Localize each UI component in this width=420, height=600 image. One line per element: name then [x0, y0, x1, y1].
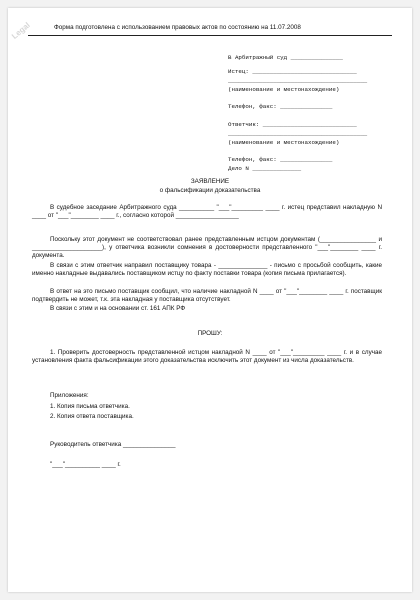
plaintiff-field: Истец: ______________________________: [228, 68, 357, 75]
paragraph-2: Поскольку этот документ не соответствовал ранее представленным истцом документам (________________ и ____________________), у ответчика возникли сомнения в достоверности представленного "___"________ ____ г. документа.: [32, 236, 382, 259]
header-note: Форма подготовлена с использованием правовых актов по состоянию на 11.07.2008: [54, 24, 301, 31]
document-subtitle: о фальсификации доказательства: [159, 187, 261, 194]
paragraph-3: В связи с этим ответчик направил поставщику товара - ______________ - письмо с просьбой сообщить, какие именно накладные выдавались поставщиком истцу по факту поставки товара (копия письма прилагается).: [32, 262, 382, 277]
document-title: ЗАЯВЛЕНИЕ: [190, 178, 230, 185]
paragraph-5: В связи с этим и на основании ст. 161 АПК РФ: [50, 305, 186, 312]
plaintiff-line: ________________________________________: [228, 77, 368, 84]
defendant-line: ________________________________________: [228, 130, 368, 137]
case-number-field: Дело N ______________: [228, 165, 302, 172]
plaintiff-phone-field: Телефон, факс: _______________: [228, 103, 333, 110]
attachment-item: 2. Копия ответа поставщика.: [50, 413, 134, 420]
watermark: Legal: [10, 20, 32, 41]
paragraph-1: В судебное заседание Арбитражного суда __________ "___"_________ ____ г. истец представил накладную N ____ от "___"________ ____ г., согласно которой __________________: [32, 204, 382, 219]
attachment-item: 1. Копия письма ответчика.: [50, 403, 130, 410]
paragraph-4: В ответ на это письмо поставщик сообщил, что наличие накладной N ____ от "___"________ ____ г. поставщик подтвердить не может, т.к. эта накладная у поставщика отсутствует.: [32, 288, 382, 303]
request-item: 1. Проверить достоверность представленной истцом накладной N ____ от "___"_________ ____ г. и в случае установления факта фальсификации этого доказательства исключить этот документ из числа доказательств.: [32, 349, 382, 364]
signature-date: "___"__________ ____ г.: [50, 461, 121, 468]
plaintiff-hint: (наименование и местонахождение): [228, 86, 340, 93]
court-field: В Арбитражный суд _______________: [228, 54, 343, 61]
defendant-phone-field: Телефон, факс: _______________: [228, 156, 333, 163]
header-rule: [28, 35, 392, 36]
document-page: [8, 8, 412, 592]
defendant-field: Ответчик: ___________________________: [228, 121, 357, 128]
signature-line: Руководитель ответчика _______________: [50, 441, 176, 448]
attachments-heading: Приложения:: [50, 392, 89, 399]
request-heading: ПРОШУ:: [197, 330, 223, 337]
defendant-hint: (наименование и местонахождение): [228, 139, 340, 146]
